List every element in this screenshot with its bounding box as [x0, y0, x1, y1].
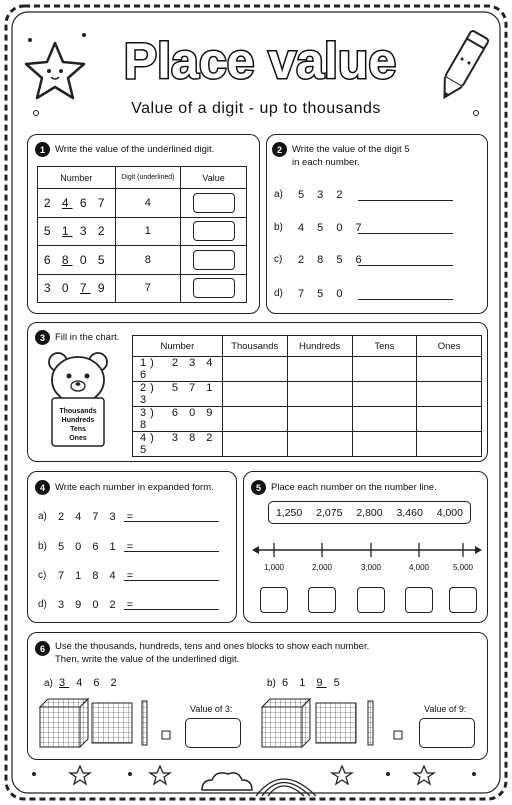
answer-cell[interactable] — [222, 407, 287, 432]
part-a-answer-box[interactable] — [185, 718, 241, 748]
question-5-number: 5 — [251, 480, 266, 495]
answer-cell[interactable] — [222, 357, 287, 382]
column-header: Thousands — [222, 336, 287, 357]
number-chip: 3,460 — [396, 506, 423, 519]
page-subtitle: Value of a digit - up to thousands — [131, 100, 381, 117]
answer-cell[interactable] — [222, 432, 287, 457]
answer-cell[interactable] — [287, 407, 352, 432]
value-cell — [181, 274, 247, 303]
column-header: Ones — [417, 336, 482, 357]
tick-label: 2,000 — [311, 563, 333, 572]
answer-cell[interactable] — [222, 382, 287, 407]
part-a-label: a) 3 4 6 2 — [44, 677, 121, 689]
number-line — [250, 540, 484, 560]
number-cell: 2) 5 7 1 3 — [133, 382, 223, 407]
number-chip: 2,075 — [316, 506, 343, 519]
number-cell: 1) 2 3 4 6 — [133, 357, 223, 382]
answer-box[interactable] — [193, 193, 235, 213]
bear-sign: Thousands Hundreds Tens Ones — [59, 408, 97, 442]
base-ten-blocks-icon — [38, 697, 183, 749]
part-b-label: b) 6 1 9 5 — [267, 677, 344, 689]
table-row — [133, 432, 482, 457]
number-chip: 4,000 — [436, 506, 463, 519]
answer-line[interactable] — [124, 580, 219, 581]
number-chip: 2,800 — [356, 506, 383, 519]
answer-line[interactable] — [124, 609, 219, 610]
star-icon — [70, 766, 90, 784]
base-ten-blocks-icon — [260, 697, 410, 749]
column-header: Hundreds — [287, 336, 352, 357]
table-row — [38, 274, 247, 303]
answer-box[interactable] — [193, 221, 235, 241]
question-3-number: 3 — [35, 330, 50, 345]
answer-line[interactable] — [124, 551, 219, 552]
table-row — [133, 382, 482, 407]
bottom-decoration — [20, 760, 492, 798]
answer-cell[interactable] — [287, 382, 352, 407]
part-b-value-label: Value of 9: — [424, 704, 467, 714]
answer-line[interactable] — [124, 521, 219, 522]
answer-cell[interactable] — [352, 432, 417, 457]
star-icon — [414, 766, 434, 784]
table-row — [133, 407, 482, 432]
digit-cell: 7 — [115, 274, 181, 303]
cloud-icon — [202, 773, 252, 790]
question-2-instruction: Write the value of the digit 5 in each number. — [292, 144, 410, 168]
answer-box[interactable] — [193, 278, 235, 298]
number-bank — [268, 501, 471, 524]
answer-box[interactable] — [449, 587, 477, 613]
answer-box[interactable] — [357, 587, 385, 613]
part-a-value-label: Value of 3: — [190, 704, 233, 714]
worksheet-page: Place value Value of a digit - up to thousands 1 Write the value of the underlined digit. Number Digit (underlined) Value 2 4 6 7 4 5 1 3 2 1 6 8 0 5 8 3 0 7 9 7 2 Write the value of the digit 5 in each number. a) 5 3 2 b) 4 5 0 7 c) 2 8 5 6 d) 7 5 0 3 Fill in the chart. Thousands Hundreds Tens Ones Number Thousands Hundreds Tens Ones 1) 2 3 4 6 2) 5 7 1 3 3) 6 0 9 8 4) 3 8 2 5 4 Write each number in expanded form. a) 2 4 7 3 = b) 5 0 6 1 = c) 7 1 8 4 = d) 3 9 0 2 = 5 Place each number on the number line. 1,250 2,075 2,800 3,460 4,000 1,000 2,000 3,000 4,000 5,000 6 Use the thousands, hundreds, tens and ones blocks to show each number. Then, write the value of the underlined digit. a) 3 4 6 2 Value of 3: b) 6 1 9 5 Value of 9: — [0, 0, 512, 805]
number-cell: 4) 3 8 2 5 — [133, 432, 223, 457]
answer-line[interactable] — [358, 265, 453, 266]
value-cell — [181, 217, 247, 246]
question-4-number: 4 — [35, 480, 50, 495]
tick-label: 3,000 — [360, 563, 382, 572]
answer-cell[interactable] — [417, 382, 482, 407]
column-header: Tens — [352, 336, 417, 357]
table-row — [38, 246, 247, 275]
question-6-number: 6 — [35, 641, 50, 656]
answer-line[interactable] — [358, 233, 453, 234]
number-cell: 5 1 3 2 — [38, 217, 116, 246]
answer-cell[interactable] — [417, 407, 482, 432]
value-cell — [181, 189, 247, 218]
tick-label: 4,000 — [408, 563, 430, 572]
tick-label: 5,000 — [452, 563, 474, 572]
column-header: Number — [38, 167, 116, 189]
title-banner — [90, 28, 430, 90]
table-row — [38, 217, 247, 246]
column-header: Value — [181, 167, 247, 189]
question-5-instruction: Place each number on the number line. — [271, 482, 437, 493]
pencil-icon — [432, 26, 492, 108]
answer-cell[interactable] — [417, 432, 482, 457]
part-b-answer-box[interactable] — [419, 718, 475, 748]
number-chip: 1,250 — [275, 506, 303, 519]
question-3-instruction: Fill in the chart. — [55, 332, 120, 343]
digit-cell: 1 — [115, 217, 181, 246]
question-1-instruction: Write the value of the underlined digit. — [55, 144, 215, 155]
answer-cell[interactable] — [352, 407, 417, 432]
answer-cell[interactable] — [352, 382, 417, 407]
answer-cell[interactable] — [417, 357, 482, 382]
answer-box[interactable] — [260, 587, 288, 613]
answer-box[interactable] — [193, 250, 235, 270]
answer-cell[interactable] — [352, 357, 417, 382]
answer-box[interactable] — [308, 587, 336, 613]
question-1-number: 1 — [35, 142, 50, 157]
number-cell: 3 0 7 9 — [38, 274, 116, 303]
star-icon — [150, 766, 170, 784]
page-title: Place value — [123, 33, 397, 89]
answer-cell[interactable] — [287, 357, 352, 382]
digit-cell: 8 — [115, 246, 181, 275]
digit-cell: 4 — [115, 189, 181, 218]
star-character-icon — [22, 40, 88, 102]
question-1-table — [37, 166, 247, 303]
question-2-number: 2 — [272, 142, 287, 157]
table-row — [133, 357, 482, 382]
question-6-instruction: Use the thousands, hundreds, tens and ones blocks to show each number. Then, write the value of the underlined digit. — [55, 641, 370, 665]
value-cell — [181, 246, 247, 275]
number-cell: 3) 6 0 9 8 — [133, 407, 223, 432]
place-value-chart — [132, 335, 482, 457]
answer-line[interactable] — [358, 299, 453, 300]
question-4-instruction: Write each number in expanded form. — [55, 482, 214, 493]
number-cell: 2 4 6 7 — [38, 189, 116, 218]
answer-box[interactable] — [405, 587, 433, 613]
star-icon — [332, 766, 352, 784]
number-cell: 6 8 0 5 — [38, 246, 116, 275]
answer-cell[interactable] — [287, 432, 352, 457]
column-header: Digit (underlined) — [115, 167, 181, 189]
table-row — [38, 189, 247, 218]
column-header: Number — [133, 336, 223, 357]
tick-label: 1,000 — [263, 563, 285, 572]
answer-line[interactable] — [358, 200, 453, 201]
